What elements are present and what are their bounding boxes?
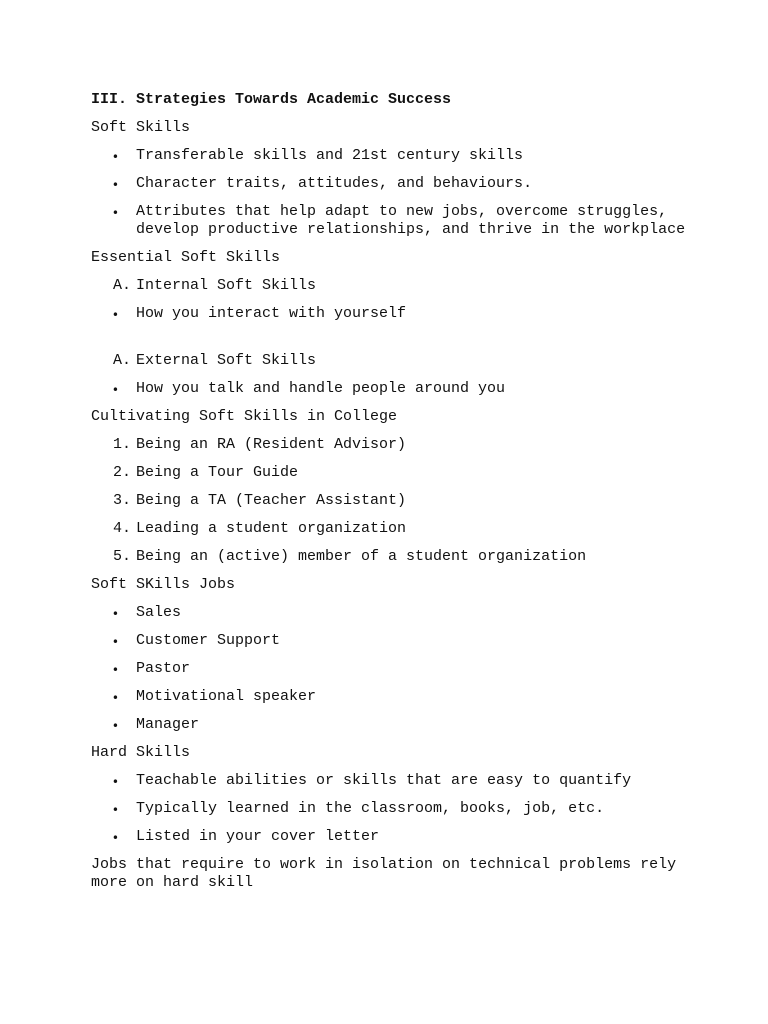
- list-item-text: Being a TA (Teacher Assistant): [136, 492, 407, 509]
- list-item: [91, 492, 691, 510]
- list-item-text: Listed in your cover letter: [136, 828, 380, 845]
- bullet-icon: •: [111, 719, 119, 733]
- list-item-text: Motivational speaker: [136, 688, 317, 705]
- section-title: III. Strategies Towards Academic Success: [91, 91, 452, 108]
- list-item: [91, 716, 691, 734]
- list-item: [91, 520, 691, 538]
- list-item-text: Leading a student organization: [136, 520, 407, 537]
- spacer: [91, 333, 691, 352]
- list-marker: 1.: [112, 436, 131, 453]
- list-item: [91, 800, 691, 818]
- list-marker: 2.: [112, 464, 131, 481]
- bullet-icon: •: [111, 607, 119, 621]
- list-item: [91, 828, 691, 846]
- list-item-text: Typically learned in the classroom, books, job, etc.: [136, 800, 605, 817]
- bullet-icon: •: [111, 803, 119, 817]
- document-page: [91, 91, 691, 902]
- soft-skills-list: [91, 147, 691, 239]
- list-item: [91, 436, 691, 454]
- bullet-icon: •: [111, 308, 119, 322]
- list-item-text: Attributes that help adapt to new jobs, overcome struggles, develop productive relationships, and thrive in the workplace: [136, 203, 686, 238]
- list-marker: 3.: [112, 492, 131, 509]
- cultivating-heading: Cultivating Soft Skills in College: [91, 408, 398, 425]
- list-item: [91, 604, 691, 622]
- cultivating-list: [91, 436, 691, 566]
- jobs-list: [91, 604, 691, 734]
- external-skills-list: [91, 352, 691, 398]
- bullet-icon: •: [111, 663, 119, 677]
- essential-heading: Essential Soft Skills: [91, 249, 281, 266]
- bullet-icon: •: [111, 691, 119, 705]
- list-item: [91, 203, 691, 239]
- list-item: [91, 688, 691, 706]
- list-item: [91, 147, 691, 165]
- list-item: [91, 464, 691, 482]
- bullet-icon: •: [111, 635, 119, 649]
- list-item-text: Manager: [136, 716, 200, 733]
- bullet-icon: •: [111, 206, 119, 220]
- list-item: [91, 175, 691, 193]
- list-item: [91, 352, 691, 370]
- list-item-text: Transferable skills and 21st century skills: [136, 147, 524, 164]
- list-item: [91, 380, 691, 398]
- hard-skills-heading: Hard Skills: [91, 744, 191, 761]
- list-item-text: Teachable abilities or skills that are easy to quantify: [136, 772, 632, 789]
- list-item-text: Being an RA (Resident Advisor): [136, 436, 407, 453]
- list-item-text: Character traits, attitudes, and behaviours.: [136, 175, 533, 192]
- bullet-icon: •: [111, 383, 119, 397]
- list-item: [91, 632, 691, 650]
- list-marker: A.: [112, 277, 131, 294]
- list-item-text: External Soft Skills: [136, 352, 317, 369]
- list-marker: A.: [112, 352, 131, 369]
- list-item: [91, 660, 691, 678]
- list-item-text: Pastor: [136, 660, 191, 677]
- list-item-text: How you interact with yourself: [136, 305, 407, 322]
- bullet-icon: •: [111, 831, 119, 845]
- list-item-text: Being a Tour Guide: [136, 464, 299, 481]
- list-item-text: Customer Support: [136, 632, 281, 649]
- list-item: [91, 772, 691, 790]
- list-marker: 4.: [112, 520, 131, 537]
- list-item: [91, 277, 691, 295]
- list-item: [91, 305, 691, 323]
- list-item-text: Internal Soft Skills: [136, 277, 317, 294]
- soft-skills-heading: Soft Skills: [91, 119, 191, 136]
- list-marker: 5.: [112, 548, 131, 565]
- bullet-icon: •: [111, 775, 119, 789]
- bullet-icon: •: [111, 178, 119, 192]
- list-item: [91, 548, 691, 566]
- internal-skills-list: [91, 277, 691, 323]
- closing-paragraph: Jobs that require to work in isolation on technical problems rely more on hard skill: [91, 856, 677, 891]
- bullet-icon: •: [111, 150, 119, 164]
- jobs-heading: Soft SKills Jobs: [91, 576, 236, 593]
- list-item-text: Sales: [136, 604, 182, 621]
- list-item-text: Being an (active) member of a student organization: [136, 548, 587, 565]
- hard-skills-list: [91, 772, 691, 846]
- list-item-text: How you talk and handle people around you: [136, 380, 506, 397]
